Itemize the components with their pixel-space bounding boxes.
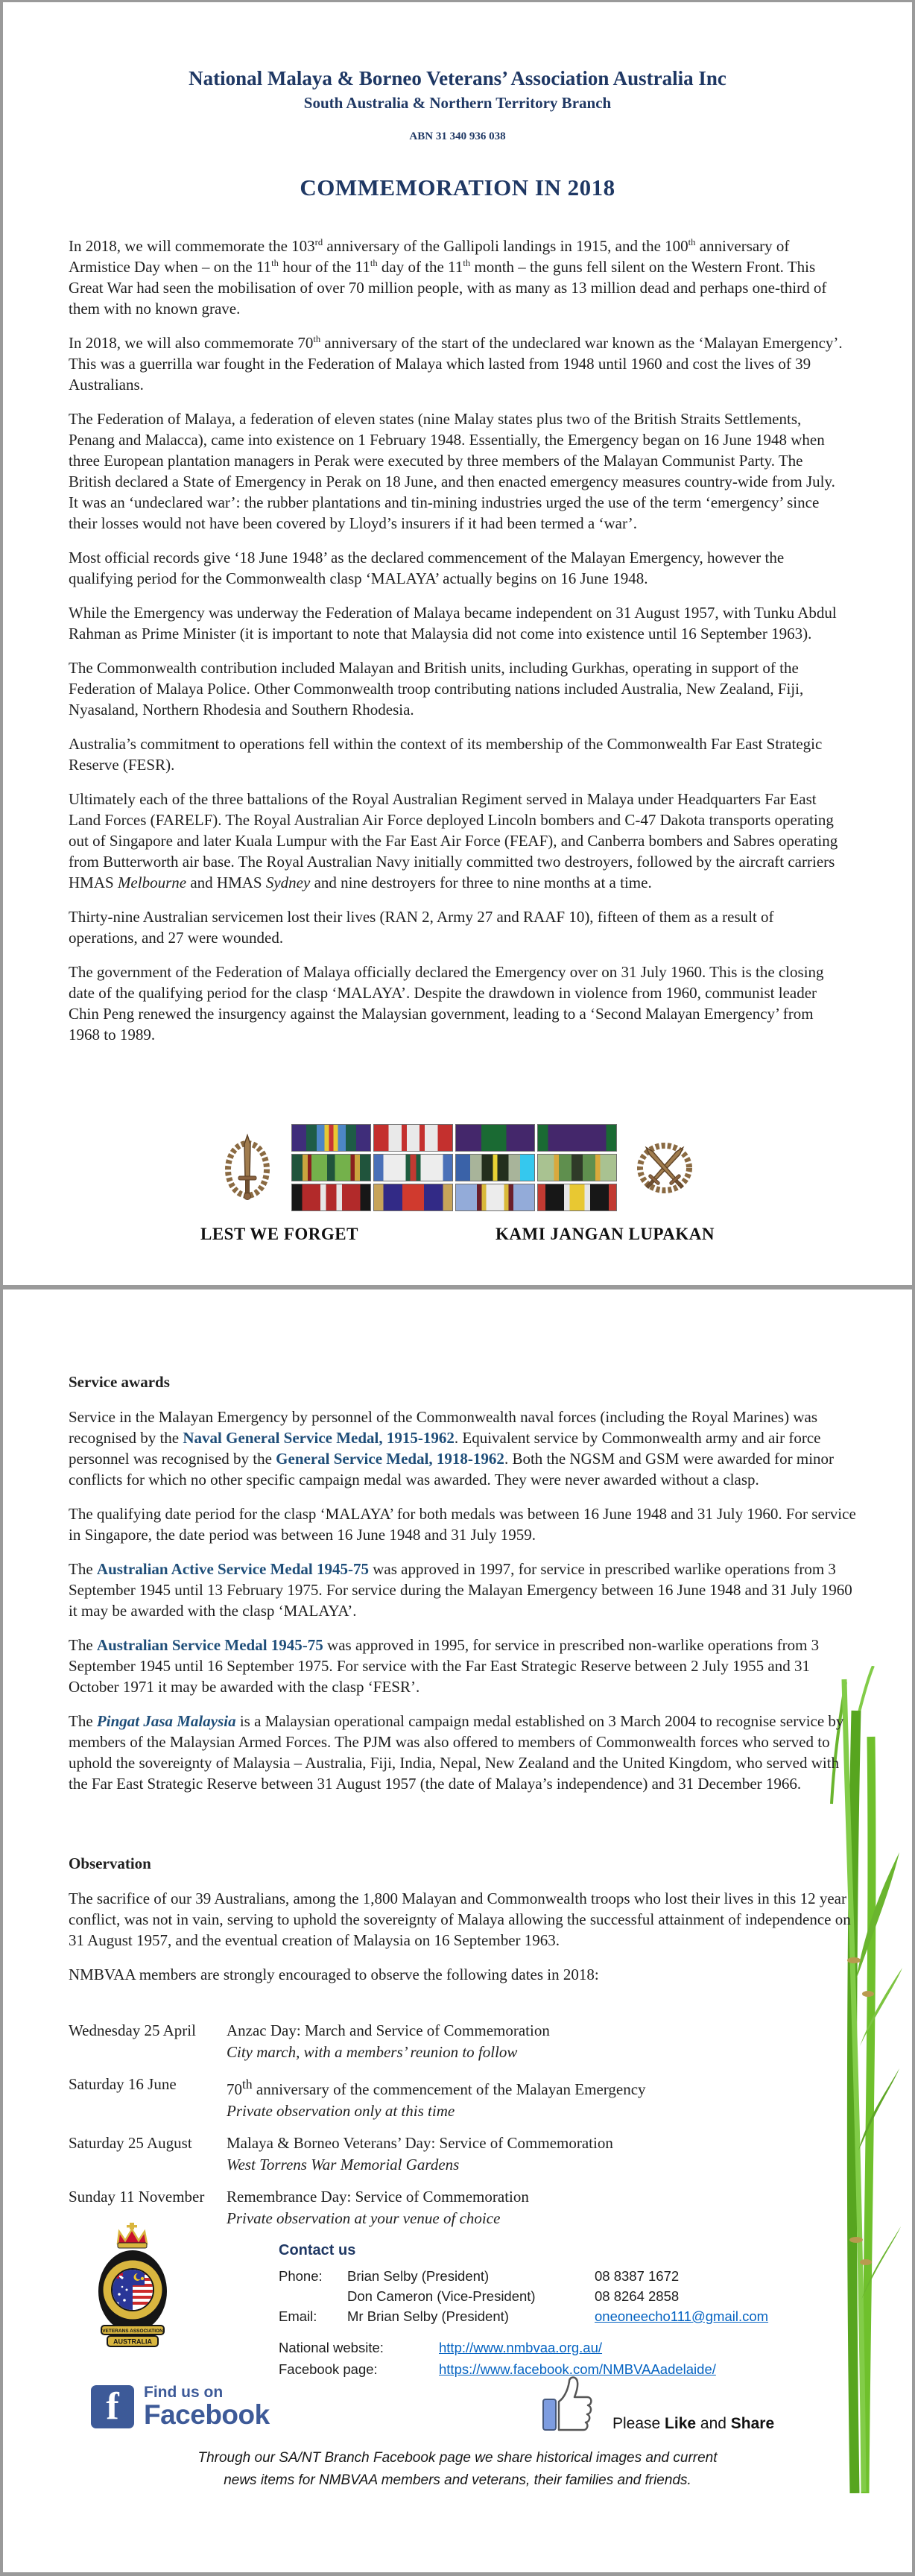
- medal-ribbon: [373, 1184, 453, 1211]
- contact-label: Phone:: [279, 2268, 323, 2284]
- paragraph: The government of the Federation of Malaya officially declared the Emergency over on 31 July 1960. This is the closing date of the qualifying period for the clasp ‘MALAYA’. Despite the drawdown in violence from 1960, communist leader Chin Peng renewed the insurgency against the Malaysian government, leading to a ‘Second Malayan Emergency’ from 1968 to 1989.: [69, 963, 824, 1044]
- medal-ribbon: [373, 1124, 453, 1152]
- contact-name: Mr Brian Selby (President): [347, 2308, 509, 2324]
- medal-ribbon: [291, 1124, 371, 1152]
- contact-section: [279, 2242, 860, 2380]
- service-awards-body: [69, 1407, 860, 1794]
- website-row: [279, 2337, 860, 2358]
- org-name: National Malaya & Borneo Veterans’ Association Australia Inc: [189, 67, 726, 89]
- branch-name: South Australia & Northern Territory Branch: [303, 94, 612, 112]
- abn-number: ABN 31 340 936 038: [409, 130, 506, 142]
- contact-name: Don Cameron (Vice-President): [347, 2288, 536, 2304]
- paragraph: Most official records give ‘18 June 1948’ as the declared commencement of the Malayan Emergency, however the qualifying period for the Commonwealth clasp ‘MALAYA’ actually begins on 16 June 1948.: [69, 549, 785, 587]
- contact-rows: [279, 2266, 860, 2326]
- paragraph: In 2018, we will also commemorate 70th anniversary of the start of the undeclared war known as the ‘Malayan Emergency’. This was a guerrilla war fought in the Federation of Malaya which lasted from 1948 until 1960 and cost the lives of 39 Australians.: [69, 334, 843, 394]
- schedule-event: Malaya & Borneo Veterans’ Day: Service of Commemoration: [227, 2134, 613, 2152]
- paragraph: The Commonwealth contribution included Malayan and British units, including Gurkhas, operating in support of the Federation of Malaya Police. Other Commonwealth troop contributing nations included Australia, New Zealand, Fiji, Nyasaland, Northern Rhodesia and Southern Rhodesia.: [69, 659, 804, 719]
- medal-ribbon: [455, 1124, 535, 1152]
- facebook-logo-icon[interactable]: f: [91, 2385, 134, 2428]
- facebook-brand-label: Facebook: [144, 2399, 270, 2430]
- like-share-caption: Please Like and Share: [612, 2415, 775, 2432]
- paragraph: The Australian Active Service Medal 1945-75 was approved in 1997, for service in prescribed warlike operations from 3 September 1945 until 13 February 1975. For service during the Malayan Emergency between 16 June 1948 and 31 July 1960 it may be awarded with the clasp ‘MALAYA’.: [69, 1560, 852, 1620]
- schedule-date: Sunday 11 November: [69, 2188, 205, 2206]
- contact-row: [279, 2266, 860, 2286]
- schedule-date: Saturday 25 August: [69, 2134, 192, 2152]
- paragraph: In 2018, we will commemorate the 103rd anniversary of the Gallipoli landings in 1915, and the 100th anniversary of Armistice Day when – on the 11th hour of the 11th day of the 11th month – the guns fell silent on the Western Front. This Great War had seen the mobilisation of over 70 million people, with as many as 13 million dead and perhaps one-third of them with no known grave.: [69, 237, 827, 318]
- website-label: Facebook page:: [279, 2361, 378, 2377]
- paragraph: NMBVAA members are strongly encouraged to observe the following dates in 2018:: [69, 1966, 599, 1983]
- phone-number: 08 8264 2858: [595, 2288, 680, 2304]
- website-link[interactable]: http://www.nmbvaa.org.au/: [439, 2340, 603, 2355]
- medal-ribbon: [291, 1184, 371, 1211]
- medal-ribbon: [537, 1124, 617, 1152]
- medal-ribbon: [373, 1154, 453, 1181]
- schedule-row: [69, 2186, 860, 2229]
- page-1: [3, 2, 912, 1285]
- paragraph: Ultimately each of the three battalions of the Royal Australian Regiment served in Malaya under Headquarters Far East Land Forces (FARELF). The Royal Australian Air Force deployed Lincoln bombers and C-47 Dakota transports operating out of Singapore and later Kuala Lumpur with the Far East Air Force (FEAF), and Canberra bombers and Sabres operating from Butterworth air base. The Royal Australian Navy initially committed two destroyers, followed by the aircraft carriers HMAS Melbourne and HMAS Sydney and nine destroyers for three to nine months at a time.: [69, 790, 838, 891]
- schedule-row: [69, 2133, 860, 2176]
- medal-ribbon: [455, 1154, 535, 1181]
- schedule-date: Wednesday 25 April: [69, 2021, 196, 2039]
- contact-row: [279, 2286, 860, 2306]
- paragraph: The qualifying date period for the clasp ‘MALAYA’ for both medals was between 16 June 1948 and 31 July 1960. For service in Singapore, the date period was between 16 June 1948 and 31 July 1959.: [69, 1505, 856, 1544]
- memorial-strip: [3, 1124, 912, 1244]
- medal-ribbon: [291, 1154, 371, 1181]
- paragraph: Thirty-nine Australian servicemen lost their lives (RAN 2, Army 27 and RAAF 10), fifteen of them as a result of operations, and 27 were wounded.: [69, 908, 774, 947]
- schedule-event: 70th anniversary of the commencement of the Malayan Emergency: [227, 2077, 646, 2098]
- website-link[interactable]: https://www.facebook.com/NMBVAAadelaide/: [439, 2361, 716, 2377]
- paragraph: Australia’s commitment to operations fell within the context of its membership of the Commonwealth Far East Strategic Reserve (FESR).: [69, 735, 823, 774]
- lest-we-forget-caption: LEST WE FORGET: [200, 1225, 358, 1243]
- contact-row: [279, 2306, 860, 2326]
- medal-ribbon: [455, 1184, 535, 1211]
- phone-number: 08 8387 1672: [595, 2268, 680, 2284]
- schedule-row: [69, 2020, 860, 2063]
- schedule-detail: West Torrens War Memorial Gardens: [227, 2156, 460, 2174]
- thumbs-up-icon: [541, 2372, 595, 2434]
- observation-section: [69, 1854, 860, 1998]
- page1-body: [69, 236, 846, 1045]
- ribbon-rack: [291, 1124, 617, 1211]
- paragraph: The sacrifice of our 39 Australians, among the 1,800 Malayan and Commonwealth troops who lost their lives in this 12 year conflict, was not in vain, serving to uphold the sovereignty of Malaya allowing the successful attainment of independence on 31 August 1957, and the eventual creation of Malaysia on 16 September 1963.: [69, 1890, 851, 1949]
- document-title: COMMEMORATION IN 2018: [300, 174, 615, 201]
- paragraph: While the Emergency was underway the Federation of Malaya became independent on 31 August 1957, with Tunku Abdul Rahman as Prime Minister (it is important to note that Malaysia did not come into existence until 16 September 1963).: [69, 604, 837, 643]
- kami-jangan-lupakan-caption: KAMI JANGAN LUPAKAN: [495, 1225, 715, 1243]
- schedule-detail: Private observation at your venue of choice: [227, 2209, 501, 2227]
- schedule-row: [69, 2074, 860, 2122]
- medal-ribbon: [537, 1184, 617, 1211]
- schedule-event: Anzac Day: March and Service of Commemoration: [227, 2021, 550, 2039]
- contact-name: Brian Selby (President): [347, 2268, 490, 2284]
- schedule-detail: City march, with a members’ reunion to follow: [227, 2043, 518, 2061]
- observation-body: [69, 1888, 860, 1985]
- contact-label: Email:: [279, 2308, 317, 2324]
- facebook-lockup[interactable]: [91, 2384, 270, 2429]
- page-2: [3, 1289, 912, 2569]
- paragraph: The Pingat Jasa Malaysia is a Malaysian operational campaign medal established on 3 March 2004 to recognise service by members of the Malaysian Armed Forces. The PJM was also offered to members of Commonwealth forces who served to uphold the sovereignty of Malaysia – Australia, Fiji, India, Nepal, New Zealand and the United Kingdom, who served with the Far East Strategic Reserve between 31 August 1957 (the date of Malaya’s independence) and 31 December 1966.: [69, 1712, 844, 1793]
- service-awards-section: [69, 1373, 860, 1808]
- medal-ribbon: [537, 1154, 617, 1181]
- paragraph: Service in the Malayan Emergency by personnel of the Commonwealth naval forces (including the Royal Marines) was recognised by the Naval General Service Medal, 1915-1962. Equivalent service by Commonwealth army and air force personnel was recognised by the General Service Medal, 1918-1962. Both the NGSM and GSM were awarded for minor conflicts for which no other specific campaign medal was awarded. They were never awarded without a clasp.: [69, 1408, 835, 1489]
- crossed-swords-wreath-badge-icon: [636, 1137, 693, 1199]
- svg-text:AUSTRALIA: AUSTRALIA: [113, 2337, 152, 2346]
- paragraph: The Australian Service Medal 1945-75 was approved in 1995, for service in prescribed non-warlike operations from 3 September 1945 until 16 September 1975. For service with the Far East Strategic Reserve between 2 July 1955 and 31 October 1971 it may be awarded with the clasp ‘FESR’.: [69, 1636, 820, 1696]
- contact-label: [279, 2286, 347, 2306]
- schedule-detail: Private observation only at this time: [227, 2102, 455, 2120]
- footer-note-line1: Through our SA/NT Branch Facebook page we share historical images and current: [197, 2450, 718, 2466]
- website-label: National website:: [279, 2340, 384, 2355]
- svg-text:VETERANS ASSOCIATION: VETERANS ASSOCIATION: [102, 2329, 163, 2334]
- schedule-event: Remembrance Day: Service of Commemoration: [227, 2188, 529, 2206]
- footer-note-line2: news items for NMBVAA members and veterans, their families and friends.: [224, 2472, 691, 2488]
- dagger-wreath-badge-icon: [223, 1134, 272, 1202]
- observation-heading: Observation: [69, 1854, 151, 1872]
- schedule-date: Saturday 16 June: [69, 2075, 177, 2093]
- email-link[interactable]: oneoneecho111@gmail.com: [595, 2308, 769, 2324]
- find-us-on-label: Find us on: [144, 2384, 224, 2401]
- contact-heading: Contact us: [279, 2242, 356, 2258]
- paragraph: The Federation of Malaya, a federation of eleven states (nine Malay states plus two of the British Straits Settlements, Penang and Malacca), came into existence on 1 February 1948. Essentially, the Emergency began on 16 June 1948 when three European plantation managers in Perak were executed by three members of the Malayan Communist Party. The British declared a State of Emergency in Perak on 18 June, and then enacted emergency measures country-wide from July. It was an ‘undeclared war’: the rubber plantations and tin-mining industries urged the use of the term ‘emergency’ since their losses would not have been covered by Lloyd’s insurers if it had been termed a ‘war’.: [69, 410, 835, 532]
- nmbvaa-crest-icon: [91, 2223, 174, 2348]
- footer-note: [3, 2447, 912, 2492]
- service-awards-heading: Service awards: [69, 1373, 170, 1391]
- commemoration-schedule: [69, 2020, 860, 2240]
